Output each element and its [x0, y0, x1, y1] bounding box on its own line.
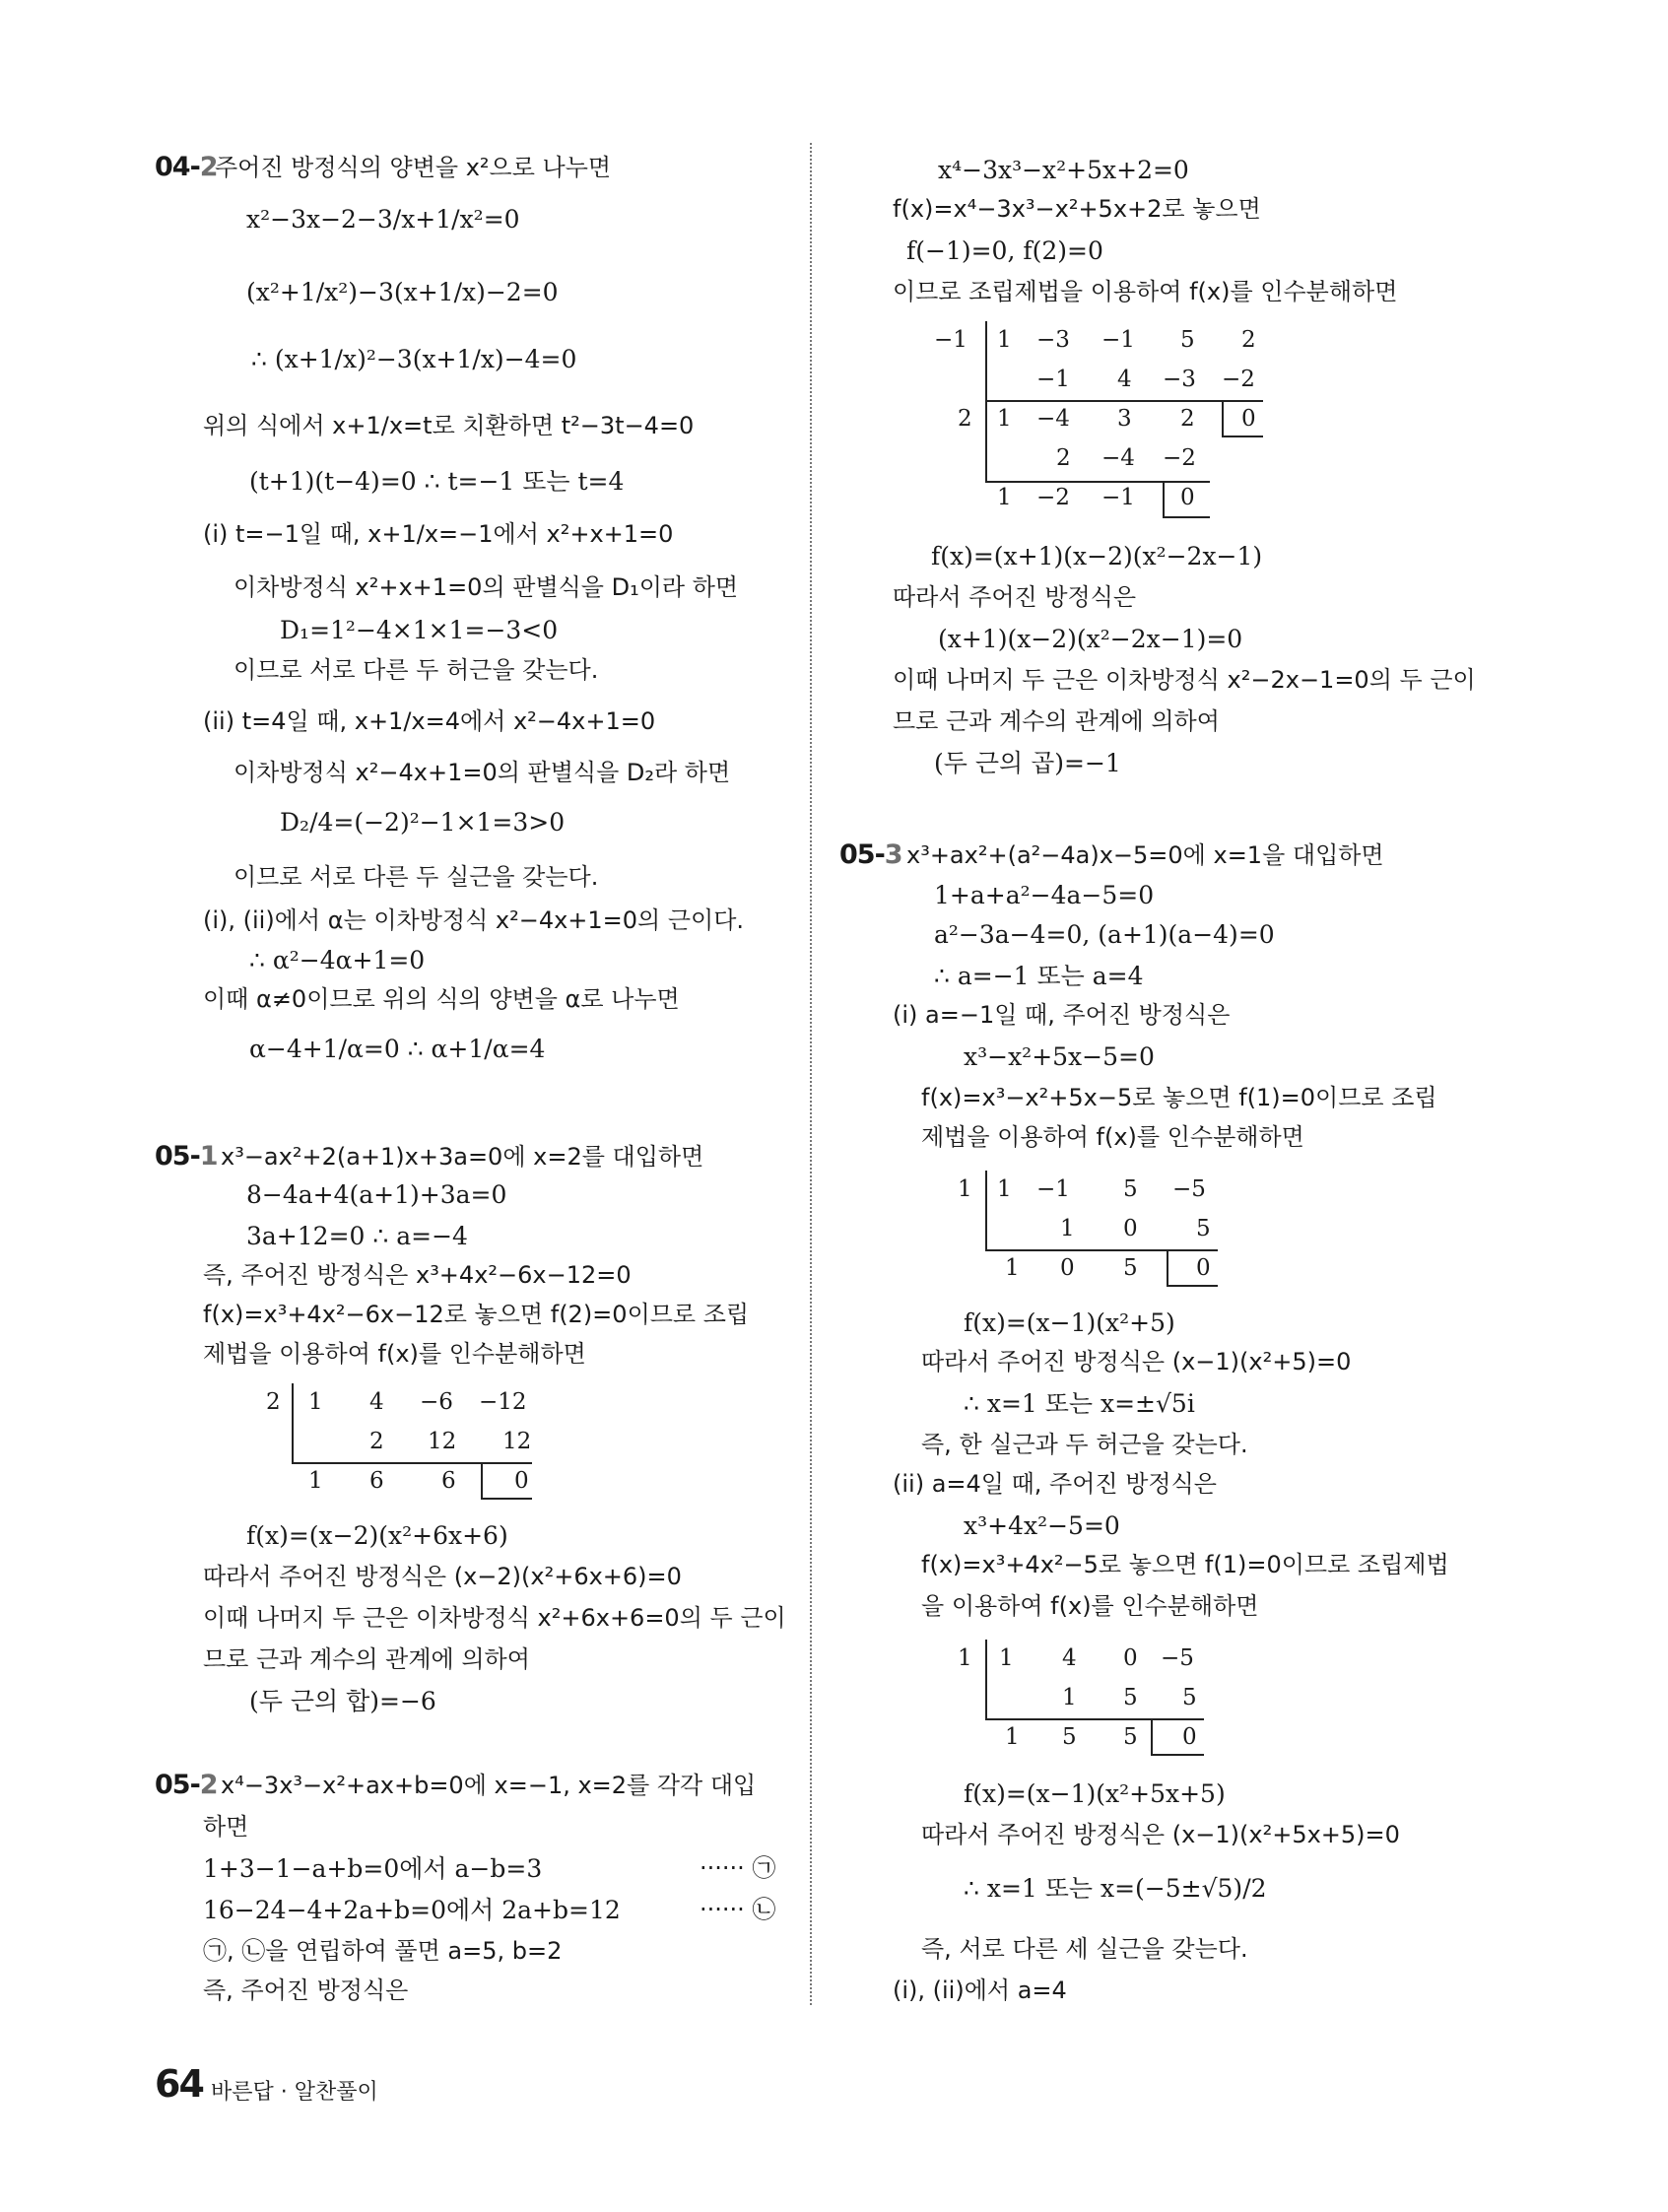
- synth-vertical-bar: [985, 402, 987, 481]
- equation-line: f(x)=(x+1)(x−2)(x²−2x−1): [931, 542, 1263, 570]
- synth-horizontal-bar: [985, 481, 1210, 483]
- synth-cell: −2: [1163, 445, 1196, 471]
- equation-line: ∴ x=1 또는 x=±√5i: [964, 1389, 1195, 1418]
- synth-remainder-box: [1163, 483, 1165, 516]
- text-line: 주어진 방정식의 양변을 x²으로 나누면: [215, 154, 612, 181]
- synth-remainder-box: [481, 1464, 483, 1498]
- equation-line: ∴ x=1 또는 x=(−5±√5)/2: [964, 1874, 1267, 1903]
- equation-line: f(x)=(x−2)(x²+6x+6): [246, 1521, 508, 1550]
- equation-line: (x+1)(x−2)(x²−2x−1)=0: [938, 625, 1243, 653]
- synth-cell: −1: [1101, 327, 1135, 353]
- synth-cell: 3: [1117, 406, 1132, 432]
- text-line: 즉, 주어진 방정식은: [203, 1977, 409, 2004]
- equation-line: f(x)=(x−1)(x²+5x+5): [964, 1779, 1226, 1808]
- text-line: 즉, 주어진 방정식은 x³+4x²−6x−12=0: [203, 1261, 632, 1289]
- text-line: f(x)=x³+4x²−6x−12로 놓으면 f(2)=0이므로 조립: [203, 1301, 750, 1328]
- synth-divisor: 1: [958, 1645, 972, 1671]
- synth-remainder-box: [481, 1498, 532, 1500]
- text-line: 이차방정식 x²+x+1=0의 판별식을 D₁이라 하면: [234, 573, 739, 601]
- synth-remainder-box: [1167, 1251, 1168, 1285]
- synth-cell: −4: [1036, 406, 1070, 432]
- synth-remainder-box: [1222, 436, 1263, 437]
- synth-cell: 5: [1123, 1724, 1138, 1750]
- synth-cell: 5: [1123, 1255, 1138, 1281]
- synth-cell: −1: [1036, 1176, 1070, 1202]
- equation-line: D₂/4=(−2)²−1×1=3>0: [280, 808, 566, 837]
- synth-divisor: 2: [958, 406, 972, 432]
- equation-line: 1+3−1−a+b=0에서 a−b=3: [203, 1854, 543, 1883]
- synth-horizontal-bar: [985, 1718, 1204, 1720]
- text-line: 하면: [203, 1813, 249, 1841]
- synth-cell: 2: [1180, 406, 1195, 432]
- text-line: (i) a=−1일 때, 주어진 방정식은: [893, 1001, 1231, 1029]
- synth-cell: 0: [514, 1468, 529, 1494]
- synth-cell: 0: [1123, 1216, 1138, 1241]
- synth-divisor: 1: [958, 1176, 972, 1202]
- synth-cell: 6: [369, 1468, 384, 1494]
- synth-cell: −6: [420, 1389, 453, 1415]
- synth-cell: −1: [1036, 367, 1070, 392]
- synth-cell: 5: [1182, 1685, 1197, 1710]
- text-line: 이차방정식 x²−4x+1=0의 판별식을 D₂라 하면: [234, 759, 731, 786]
- text-line: 이므로 서로 다른 두 허근을 갖는다.: [234, 656, 599, 684]
- equation-line: x³−x²+5x−5=0: [964, 1042, 1155, 1071]
- synth-remainder-box: [1222, 402, 1224, 436]
- text-line: 이때 나머지 두 근은 이차방정식 x²−2x−1=0의 두 근이: [893, 666, 1476, 694]
- equation-line: x⁴−3x³−x²+5x+2=0: [938, 156, 1189, 184]
- equation-line: ∴ a=−1 또는 a=4: [934, 962, 1144, 990]
- synth-cell: 0: [1123, 1645, 1138, 1671]
- synth-cell: 1: [308, 1389, 323, 1415]
- text-line: 이므로 서로 다른 두 실근을 갖는다.: [234, 863, 599, 891]
- text-line: 제법을 이용하여 f(x)를 인수분해하면: [203, 1340, 586, 1368]
- synth-cell: −1: [1101, 485, 1135, 510]
- text-line: (i), (ii)에서 a=4: [893, 1977, 1067, 2004]
- equation-line: 16−24−4+2a+b=0에서 2a+b=12: [203, 1896, 621, 1924]
- synth-cell: 4: [1117, 367, 1132, 392]
- text-line: 을 이용하여 f(x)를 인수분해하면: [921, 1592, 1259, 1620]
- equation-line: (t+1)(t−4)=0 ∴ t=−1 또는 t=4: [249, 467, 625, 496]
- synth-cell: 5: [1062, 1724, 1077, 1750]
- text-line: 므로 근과 계수의 관계에 의하여: [203, 1645, 530, 1673]
- synth-cell: −3: [1163, 367, 1196, 392]
- synth-cell: 0: [1060, 1255, 1075, 1281]
- synth-cell: 0: [1180, 485, 1195, 510]
- text-line: 따라서 주어진 방정식은 (x−1)(x²+5x+5)=0: [921, 1821, 1400, 1848]
- synth-cell: 1: [1005, 1724, 1020, 1750]
- synth-cell: 12: [428, 1429, 457, 1454]
- synth-vertical-bar: [985, 321, 987, 400]
- text-line: 따라서 주어진 방정식은 (x−2)(x²+6x+6)=0: [203, 1563, 682, 1590]
- text-line: (i), (ii)에서 α는 이차방정식 x²−4x+1=0의 근이다.: [203, 906, 745, 934]
- text-line: 따라서 주어진 방정식은: [893, 583, 1137, 611]
- synth-cell: 5: [1196, 1216, 1211, 1241]
- synth-cell: −5: [1172, 1176, 1206, 1202]
- synth-cell: 1: [1005, 1255, 1020, 1281]
- equation-line: α−4+1/α=0 ∴ α+1/α=4: [249, 1035, 546, 1063]
- synth-cell: 6: [441, 1468, 456, 1494]
- synth-vertical-bar: [292, 1383, 294, 1462]
- text-line: 이므로 조립제법을 이용하여 f(x)를 인수분해하면: [893, 278, 1398, 305]
- synth-cell: −4: [1101, 445, 1135, 471]
- equation-line: f(x)=(x−1)(x²+5): [964, 1308, 1175, 1337]
- text-line: (ii) a=4일 때, 주어진 방정식은: [893, 1470, 1217, 1498]
- column-divider: [810, 143, 812, 2005]
- equation-line: ∴ (x+1/x)²−3(x+1/x)−4=0: [251, 345, 577, 373]
- synth-cell: 1: [1062, 1685, 1077, 1710]
- text-line: 므로 근과 계수의 관계에 의하여: [893, 707, 1220, 735]
- equation-marker: ······ ㉡: [700, 1896, 776, 1923]
- problem-label-05-3: 05-3: [839, 839, 902, 870]
- equation-line: a²−3a−4=0, (a+1)(a−4)=0: [934, 920, 1275, 949]
- text-line: ㉠, ㉡을 연립하여 풀면 a=5, b=2: [203, 1937, 563, 1965]
- equation-line: 1+a+a²−4a−5=0: [934, 881, 1155, 909]
- synth-cell: 1: [997, 1176, 1012, 1202]
- synth-cell: −5: [1161, 1645, 1194, 1671]
- synth-cell: 1: [997, 327, 1012, 353]
- text-line: (i) t=−1일 때, x+1/x=−1에서 x²+x+1=0: [203, 520, 674, 548]
- synth-cell: 2: [1056, 445, 1071, 471]
- book-section-title: 바른답 · 알찬풀이: [211, 2080, 378, 2105]
- equation-line: ∴ α²−4α+1=0: [249, 946, 426, 974]
- synth-remainder-box: [1163, 516, 1210, 518]
- synth-cell: 0: [1241, 406, 1256, 432]
- text-line: x³−ax²+2(a+1)x+3a=0에 x=2를 대입하면: [221, 1143, 704, 1171]
- page-number: 64: [155, 2062, 203, 2106]
- text-line: x⁴−3x³−x²+ax+b=0에 x=−1, x=2를 각각 대입: [221, 1772, 757, 1799]
- problem-label-05-1: 05-1: [155, 1141, 218, 1172]
- synth-cell: 2: [369, 1429, 384, 1454]
- synth-divisor: −1: [934, 327, 967, 353]
- text-line: 이때 나머지 두 근은 이차방정식 x²+6x+6=0의 두 근이: [203, 1604, 786, 1632]
- synth-cell: 0: [1196, 1255, 1211, 1281]
- equation-line: 8−4a+4(a+1)+3a=0: [246, 1180, 507, 1209]
- synth-horizontal-bar: [985, 1249, 1218, 1251]
- text-line: 따라서 주어진 방정식은 (x−1)(x²+5)=0: [921, 1348, 1352, 1375]
- synth-cell: 2: [1241, 327, 1256, 353]
- text-line: (ii) t=4일 때, x+1/x=4에서 x²−4x+1=0: [203, 707, 656, 735]
- text-line: f(x)=x³+4x²−5로 놓으면 f(1)=0이므로 조립제법: [921, 1551, 1449, 1578]
- equation-line: (x²+1/x²)−3(x+1/x)−2=0: [246, 278, 559, 306]
- synth-cell: 12: [502, 1429, 532, 1454]
- synth-cell: −12: [479, 1389, 527, 1415]
- synth-cell: 5: [1123, 1176, 1138, 1202]
- synth-vertical-bar: [985, 1171, 987, 1249]
- text-line: f(x)=x⁴−3x³−x²+5x+2로 놓으면: [893, 195, 1261, 223]
- equation-line: x²−3x−2−3/x+1/x²=0: [246, 205, 520, 234]
- text-line: x³+ax²+(a²−4a)x−5=0에 x=1을 대입하면: [906, 841, 1384, 869]
- synth-cell: −2: [1036, 485, 1070, 510]
- text-line: 즉, 한 실근과 두 허근을 갖는다.: [921, 1431, 1248, 1458]
- text-line: 위의 식에서 x+1/x=t로 치환하면 t²−3t−4=0: [203, 412, 695, 439]
- equation-line: 3a+12=0 ∴ a=−4: [246, 1222, 468, 1250]
- equation-line: x³+4x²−5=0: [964, 1511, 1120, 1540]
- synth-vertical-bar: [985, 1640, 987, 1718]
- synth-cell: 5: [1123, 1685, 1138, 1710]
- synth-cell: −3: [1036, 327, 1070, 353]
- equation-marker: ······ ㉠: [700, 1854, 776, 1882]
- synth-divisor: 2: [266, 1389, 281, 1415]
- equation-line: (두 근의 합)=−6: [249, 1687, 436, 1715]
- equation-line: (두 근의 곱)=−1: [934, 749, 1121, 777]
- synth-horizontal-bar: [292, 1462, 532, 1464]
- problem-label-05-2: 05-2: [155, 1770, 218, 1800]
- synth-remainder-box: [1167, 1285, 1218, 1287]
- synth-remainder-box: [1151, 1754, 1204, 1756]
- equation-line: f(−1)=0, f(2)=0: [906, 236, 1103, 265]
- equation-line: D₁=1²−4×1×1=−3<0: [280, 616, 559, 644]
- synth-cell: 1: [997, 485, 1012, 510]
- synth-cell: 0: [1182, 1724, 1197, 1750]
- synth-cell: −2: [1222, 367, 1255, 392]
- text-line: 제법을 이용하여 f(x)를 인수분해하면: [921, 1123, 1304, 1151]
- synth-cell: 1: [308, 1468, 323, 1494]
- text-line: 이때 α≠0이므로 위의 식의 양변을 α로 나누면: [203, 985, 680, 1013]
- synth-cell: 1: [999, 1645, 1014, 1671]
- text-line: 즉, 서로 다른 세 실근을 갖는다.: [921, 1935, 1248, 1963]
- synth-cell: 5: [1180, 327, 1195, 353]
- synth-remainder-box: [1151, 1720, 1153, 1754]
- synth-cell: 1: [997, 406, 1012, 432]
- text-line: f(x)=x³−x²+5x−5로 놓으면 f(1)=0이므로 조립: [921, 1084, 1437, 1111]
- problem-label-04-2: 04-2: [155, 152, 218, 182]
- synth-cell: 1: [1060, 1216, 1075, 1241]
- synth-cell: 4: [369, 1389, 384, 1415]
- synth-cell: 4: [1062, 1645, 1077, 1671]
